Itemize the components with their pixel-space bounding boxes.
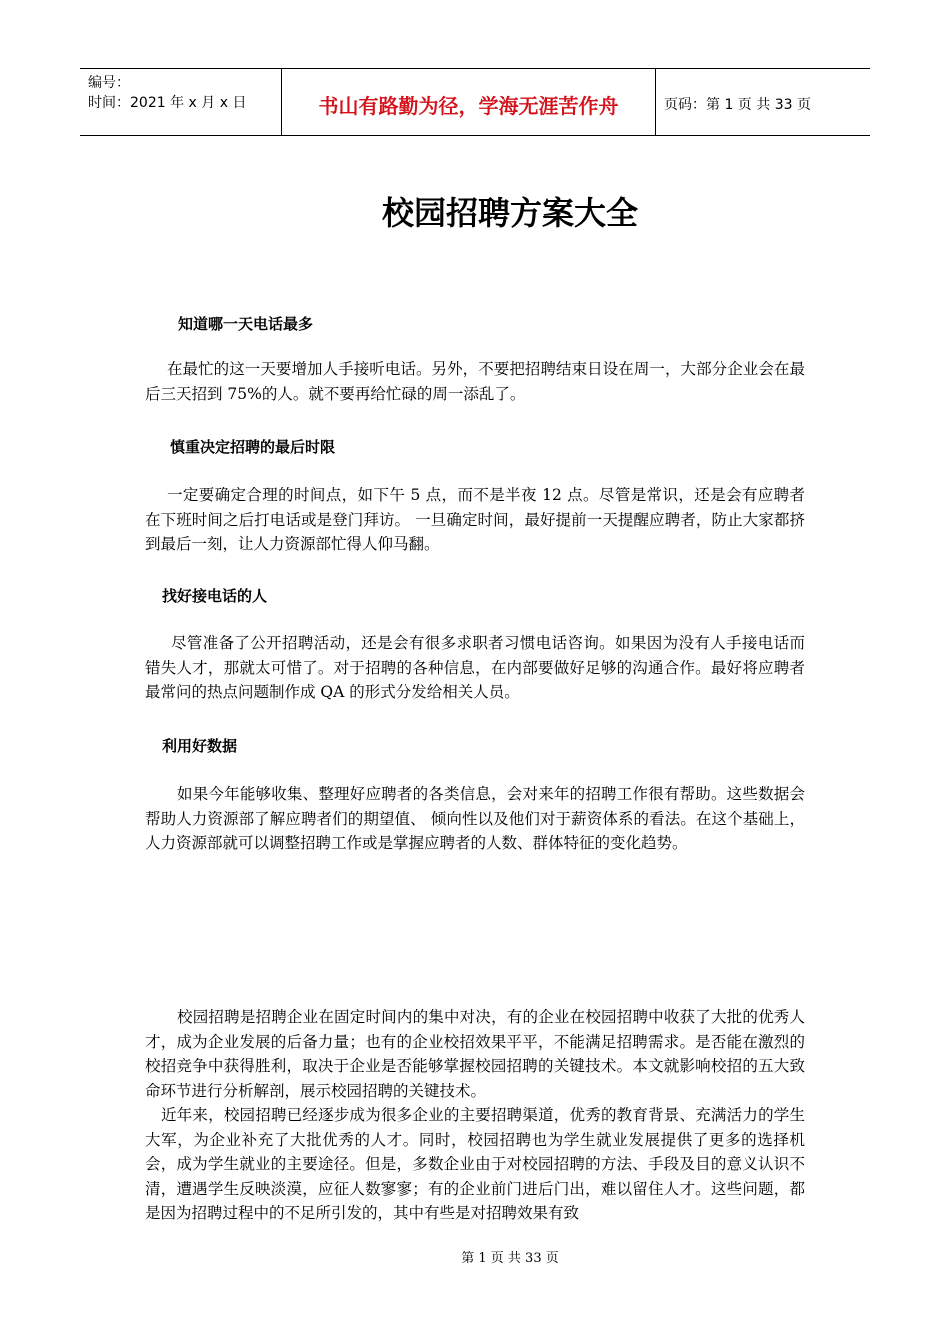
document-number-label: 编号： [88, 75, 130, 91]
section-heading: 慎重决定招聘的最后时限 [170, 438, 336, 456]
body-paragraph: 近年来，校园招聘已经逐步成为很多企业的主要招聘渠道，优秀的教育背景、充满活力的学生大军，为企业补充了大批优秀的人才。同时，校园招聘也为学生就业发展提供了更多的选择机会，成为学生就业的主要途径。但是，多数企业由于对校园招聘的方法、手段及目的意义认识不清，遭遇学生反映淡漠，应征人数寥寥；有的企业前门进后门出，难以留住人才。这些问题，都是因为招聘过程中的不足所引发的，其中有些是对招聘效果有致 [145, 1106, 805, 1222]
section-body: 尽管准备了公开招聘活动，还是会有很多求职者习惯电话咨询。如果因为没有人手接电话而错失人才，那就太可惜了。对于招聘的各种信息，在内部要做好足够的沟通合作。最好将应聘者最常问的热点问题制作成 QA 的形式分发给相关人员。 [145, 634, 805, 701]
section-heading: 找好接电话的人 [162, 587, 268, 605]
page-footer: 第 1 页 共 33 页 [461, 1251, 559, 1266]
section-body: 在最忙的这一天要增加人手接听电话。另外，不要把招聘结束日设在周一，大部分企业会在最后三天招到 75%的人。就不要再给忙碌的周一添乱了。 [145, 360, 805, 403]
body-paragraph: 校园招聘是招聘企业在固定时间内的集中对决，有的企业在校园招聘中收获了大批的优秀人才，成为企业发展的后备力量；也有的企业校招效果平平，不能满足招聘需求。是否能在激烈的校招竞争中获得胜利，取决于企业是否能够掌握校园招聘的关键技术。本文就影响校招的五大致命环节进行分析解剖，展示校园招聘的关键技术。 [145, 1008, 805, 1100]
header-page-info: 页码：第 1 页 共 33 页 [664, 97, 811, 113]
section-body: 一定要确定合理的时间点，如下午 5 点，而不是半夜 12 点。尽管是常识，还是会有应聘者在下班时间之后打电话或是登门拜访。 一旦确定时间，最好提前一天提醒应聘者，防止大家都挤到最后一刻，让人力资源部忙得人仰马翻。 [145, 486, 805, 553]
header-meta-cell [80, 69, 282, 135]
section-body: 如果今年能够收集、整理好应聘者的各类信息，会对来年的招聘工作很有帮助。这些数据会帮助人力资源部了解应聘者们的期望值、 倾向性以及他们对于薪资体系的看法。在这个基础上，人力资源部就可以调整招聘工作或是掌握应聘者的人数、群体特征的变化趋势。 [145, 785, 805, 852]
document-date: 时间：2021 年 x 月 x 日 [88, 95, 247, 111]
document-title: 校园招聘方案大全 [381, 194, 638, 232]
header-motto: 书山有路勤为径，学海无涯苦作舟 [282, 69, 656, 135]
section-heading: 利用好数据 [162, 737, 238, 755]
document-header [80, 68, 870, 136]
section-heading: 知道哪一天电话最多 [178, 315, 314, 333]
